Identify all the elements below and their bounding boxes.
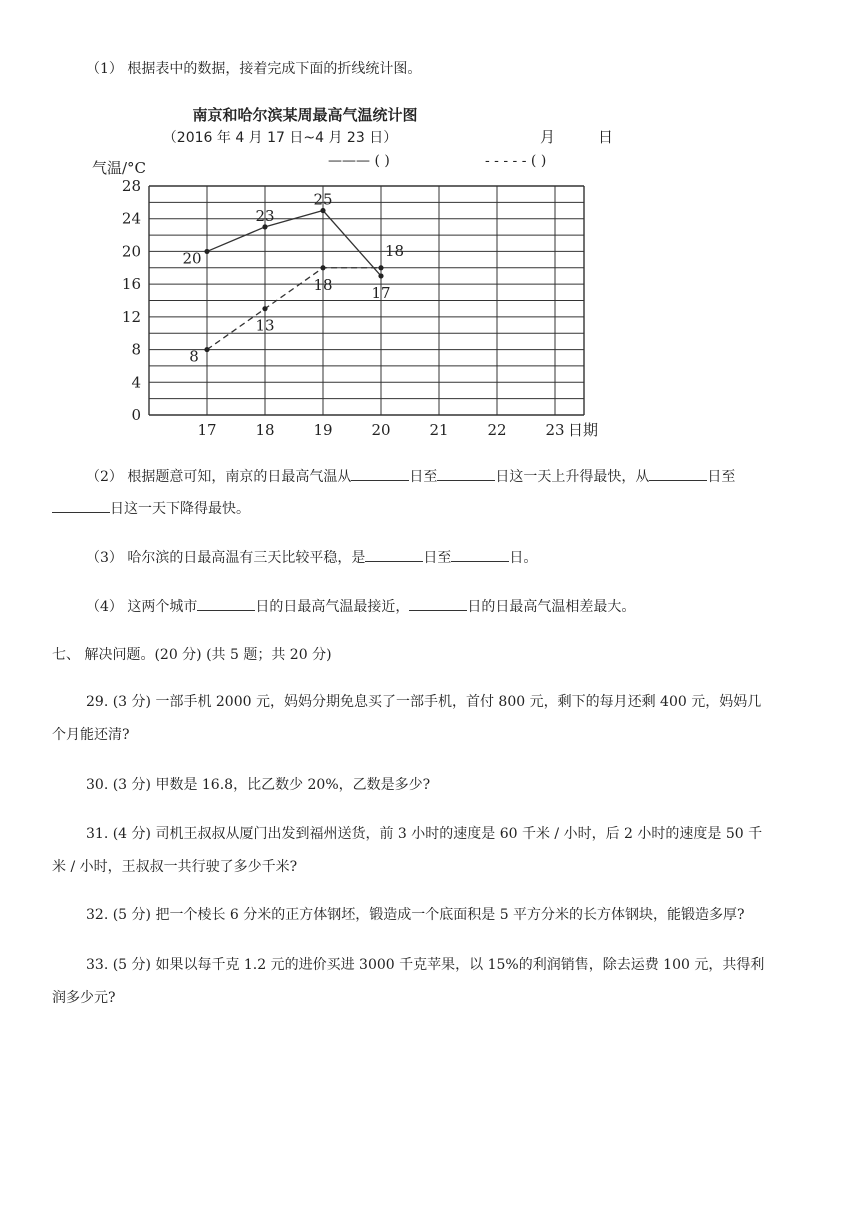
y-tick-label: 20 bbox=[121, 242, 141, 261]
q2-blank-2[interactable] bbox=[437, 466, 495, 481]
data-label: 13 bbox=[255, 316, 275, 335]
y-axis-label: 气温/°C bbox=[92, 159, 147, 177]
chart-title: 南京和哈尔滨某周最高气温统计图 bbox=[192, 106, 418, 124]
question-33-line-2: 润多少元? bbox=[52, 990, 116, 1006]
x-axis-label: 日期 bbox=[568, 421, 599, 439]
q2-text-2: 日至 bbox=[409, 469, 438, 485]
y-tick-label: 0 bbox=[131, 406, 141, 424]
question-2-line-2 bbox=[52, 498, 250, 519]
q4-text-2: 日的日最高气温最接近， bbox=[255, 599, 410, 615]
legend-dashed: - - - - - ( ) bbox=[485, 153, 547, 169]
data-point-dashed bbox=[262, 306, 267, 311]
q2-text-4: 日至 bbox=[707, 469, 736, 485]
q2-blank-3[interactable] bbox=[649, 466, 707, 481]
q4-blank-2[interactable] bbox=[409, 596, 467, 611]
y-tick-label: 12 bbox=[121, 307, 141, 326]
question-2-line-1 bbox=[86, 466, 735, 487]
question-29-line-2: 个月能还清? bbox=[52, 727, 130, 743]
question-31-line-2: 米 / 小时，王叔叔一共行驶了多少千米? bbox=[52, 859, 298, 875]
q2-text-1: （2） 根据题意可知，南京的日最高气温从 bbox=[86, 469, 352, 485]
question-33-line-1: 33. (5 分) 如果以每千克 1.2 元的进价买进 3000 千克苹果，以 15%的利润销售，除去运费 100 元，共得利 bbox=[86, 957, 765, 973]
chart-day-label: 日 bbox=[598, 128, 614, 146]
q3-blank-1[interactable] bbox=[365, 547, 423, 562]
x-tick-label: 17 bbox=[197, 421, 217, 439]
y-tick-label: 4 bbox=[131, 373, 141, 392]
data-point-dashed bbox=[204, 347, 209, 352]
chart-subtitle: （2016 年 4 月 17 日~4 月 23 日） bbox=[162, 130, 398, 146]
question-4 bbox=[86, 596, 635, 617]
x-tick-label: 22 bbox=[487, 421, 507, 439]
data-label: 8 bbox=[189, 347, 199, 366]
q2-text-5: 日这一天下降得最快。 bbox=[110, 501, 250, 517]
x-tick-label: 18 bbox=[255, 421, 275, 439]
data-point-solid bbox=[262, 224, 267, 229]
q2-blank-1[interactable] bbox=[351, 466, 409, 481]
q3-text-1: （3） 哈尔滨的日最高温有三天比较平稳，是 bbox=[86, 550, 366, 566]
q3-text-2: 日至 bbox=[423, 550, 452, 566]
question-3 bbox=[86, 547, 537, 568]
y-tick-label: 24 bbox=[121, 209, 141, 228]
x-tick-label: 19 bbox=[313, 421, 333, 439]
q2-blank-4[interactable] bbox=[52, 498, 110, 513]
question-30: 30. (3 分) 甲数是 16.8，比乙数少 20%，乙数是多少? bbox=[86, 777, 431, 793]
data-label: 23 bbox=[255, 206, 275, 225]
question-29-line-1: 29. (3 分) 一部手机 2000 元，妈妈分期免息买了一部手机，首付 800 元，剩下的每月还剩 400 元，妈妈几 bbox=[86, 694, 762, 710]
q3-blank-2[interactable] bbox=[451, 547, 509, 562]
y-tick-label: 28 bbox=[121, 177, 141, 195]
series-line-dashed bbox=[207, 268, 381, 350]
data-label: 25 bbox=[313, 190, 333, 209]
chart-month-label: 月 bbox=[540, 128, 556, 146]
plot-area bbox=[122, 177, 584, 439]
data-label: 18 bbox=[385, 241, 405, 260]
question-32: 32. (5 分) 把一个棱长 6 分米的正方体钢坯，锻造成一个底面积是 5 平方分米的长方体钢块，能锻造多厚? bbox=[86, 907, 745, 923]
data-label: 17 bbox=[371, 283, 391, 302]
q4-text-3: 日的日最高气温相差最大。 bbox=[467, 599, 636, 615]
q2-text-3: 日这一天上升得最快，从 bbox=[495, 469, 650, 485]
x-tick-label: 20 bbox=[371, 421, 391, 439]
data-label: 18 bbox=[313, 275, 333, 294]
question-31-line-1: 31. (4 分) 司机王叔叔从厦门出发到福州送货，前 3 小时的速度是 60 千米 / 小时，后 2 小时的速度是 50 千 bbox=[86, 826, 763, 842]
q4-text-1: （4） 这两个城市 bbox=[86, 599, 198, 615]
q4-blank-1[interactable] bbox=[197, 596, 255, 611]
y-tick-label: 8 bbox=[131, 340, 141, 359]
section-7-heading: 七、 解决问题。(20 分) (共 5 题；共 20 分) bbox=[52, 647, 332, 663]
data-point-solid bbox=[320, 208, 325, 213]
data-point-solid bbox=[378, 273, 383, 278]
series-line-solid bbox=[207, 211, 381, 276]
q3-text-3: 日。 bbox=[509, 550, 538, 566]
legend-solid: ——— ( ) bbox=[328, 153, 390, 169]
data-point-solid bbox=[204, 249, 209, 254]
temperature-line-chart bbox=[80, 98, 660, 448]
y-tick-label: 16 bbox=[121, 275, 141, 294]
data-point-dashed bbox=[320, 265, 325, 270]
x-tick-label: 21 bbox=[429, 421, 449, 439]
question-1: （1） 根据表中的数据，接着完成下面的折线统计图。 bbox=[86, 61, 422, 77]
x-tick-label: 23 bbox=[545, 421, 565, 439]
data-label: 20 bbox=[182, 249, 202, 268]
data-point-dashed bbox=[378, 265, 383, 270]
